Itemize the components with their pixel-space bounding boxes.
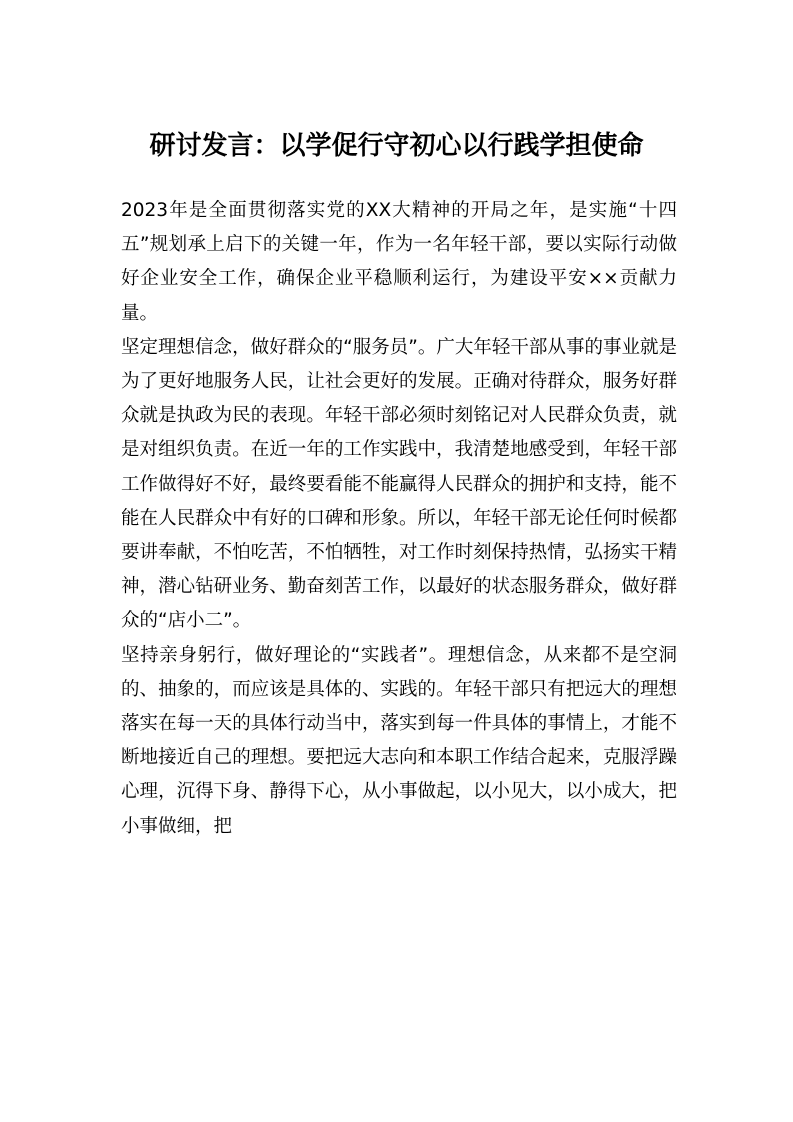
paragraph-practice: 坚持亲身躬行，做好理论的“实践者”。理想信念，从来都不是空洞的、抽象的，而应该是具体的、实践的。年轻干部只有把远大的理想落实在每一天的具体行动当中，落实到每一件具体的事情上，才能不断地接近自己的理想。要把远大志向和本职工作结合起来，克服浮躁心理，沉得下身、静得下心，从小事做起，以小见大，以小成大，把小事做细，把 (121, 644, 677, 837)
paragraph-intro: 2023年是全面贯彻落实党的XX大精神的开局之年，是实施“十四五”规划承上启下的关键一年，作为一名年轻干部，要以实际行动做好企业安全工作，确保企业平稳顺利运行，为建设平安××贡献力量。 (121, 200, 677, 324)
paragraph-ideals: 坚定理想信念，做好群众的“服务员”。广大年轻干部从事的事业就是为了更好地服务人民，让社会更好的发展。正确对待群众，服务好群众就是执政为民的表现。年轻干部必须时刻铭记对人民群众负责，就是对组织负责。在近一年的工作实践中，我清楚地感受到，年轻干部工作做得好不好，最终要看能不能赢得人民群众的拥护和支持，能不能在人民群众中有好的口碑和形象。所以，年轻干部无论任何时候都要讲奉献，不怕吃苦，不怕牺牲，对工作时刻保持热情，弘扬实干精神，潜心钻研业务、勤奋刻苦工作，以最好的状态服务群众，做好群众的“店小二”。 (121, 336, 677, 632)
document-body (121, 194, 677, 844)
document-title: 研讨发言：以学促行守初心以行践学担使命 (149, 131, 644, 161)
